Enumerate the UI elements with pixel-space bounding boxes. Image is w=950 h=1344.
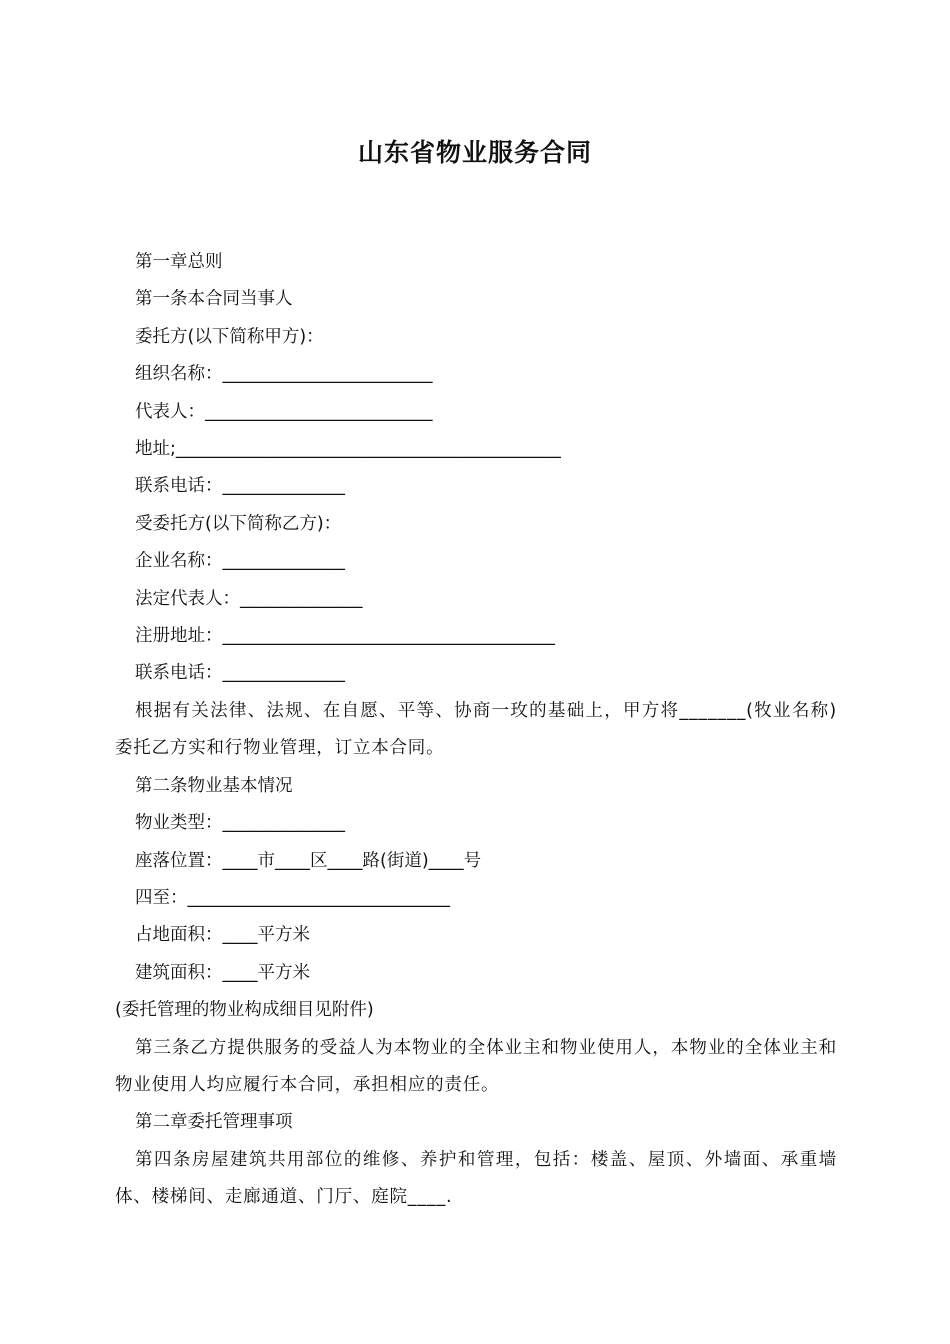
chapter-heading: 第一章总则 [135, 252, 223, 272]
party-a-heading: 委托方(以下简称甲方)： [135, 326, 324, 347]
party-b-heading: 受委托方(以下简称乙方)： [135, 513, 342, 534]
party-a-representative-field: 代表人：__________________________ [135, 401, 433, 422]
party-a-phone-field: 联系电话：______________ [135, 476, 345, 497]
land-area-field: 占地面积：____平方米 [135, 925, 310, 946]
agreement-paragraph: 根据有关法律、法规、在自愿、平等、协商一玫的基础上，甲方将_______(牧业名称)委托乙方实和行物业管理，订立本合同。 [115, 700, 837, 759]
building-area-field: 建筑面积：____平方米 [135, 962, 310, 983]
party-b-company-name-field: 企业名称：______________ [135, 551, 345, 572]
attachment-note: (委托管理的物业构成细目见附件) [115, 1000, 374, 1021]
document-body [115, 244, 837, 1217]
property-location-field: 座落位置：____市____区____路(街道)____号 [135, 850, 482, 871]
article-heading: 第二条物业基本情况 [135, 775, 293, 796]
article-3-paragraph: 第三条乙方提供服务的受益人为本物业的全体业主和物业使用人，本物业的全体业主和物业使用人均应履行本合同，承担相应的责任。 [115, 1037, 837, 1095]
property-boundaries-field: 四至：______________________________ [135, 887, 450, 908]
party-b-legal-rep-field: 法定代表人：______________ [135, 588, 363, 609]
article-heading: 第一条本合同当事人 [135, 289, 293, 310]
party-b-address-field: 注册地址：______________________________________ [135, 626, 555, 647]
chapter-heading: 第二章委托管理事项 [135, 1112, 293, 1133]
party-b-phone-field: 联系电话：______________ [135, 663, 345, 684]
article-4-paragraph: 第四条房屋建筑共用部位的维修、养护和管理，包括：楼盖、屋顶、外墙面、承重墙体、楼梯间、走廊通道、门厅、庭院____. [115, 1149, 837, 1208]
party-a-address-field: 地址;____________________________________________ [135, 439, 561, 460]
party-a-org-name-field: 组织名称：________________________ [135, 364, 433, 385]
document-title: 山东省物业服务合同 [357, 138, 592, 167]
property-type-field: 物业类型：______________ [135, 813, 345, 834]
